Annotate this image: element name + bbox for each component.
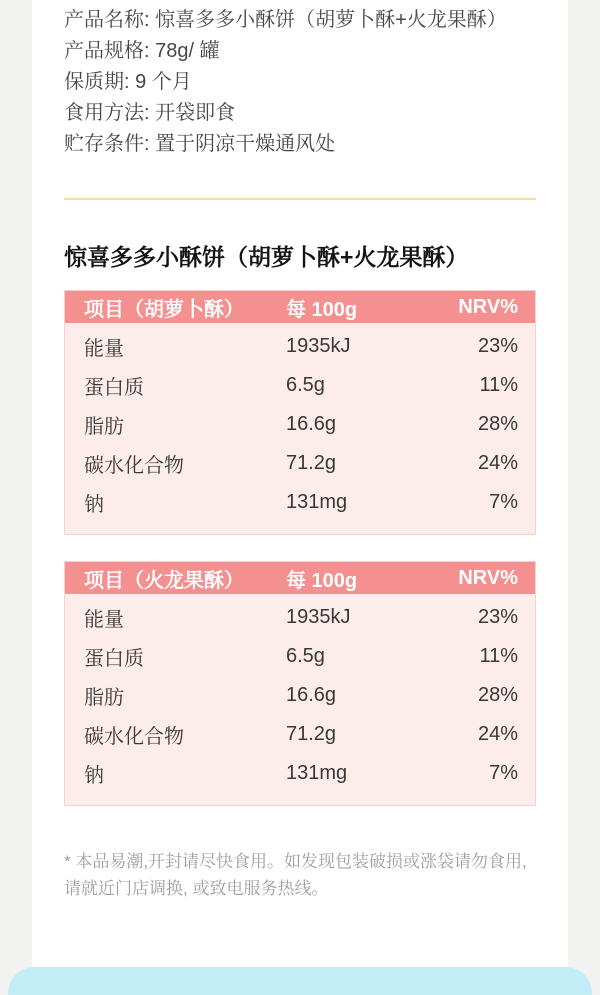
bottom-rounded-panel [8, 967, 592, 995]
table-body [65, 594, 535, 805]
table-row [65, 444, 535, 483]
section-title: 惊喜多多小酥饼（胡萝卜酥+火龙果酥） [64, 244, 469, 270]
nutrient-nrv: 11% [479, 645, 518, 667]
table-row [65, 676, 535, 715]
nutrition-table-dragonfruit [64, 561, 536, 806]
column-header-nrv: NRV% [458, 566, 518, 589]
info-line-usage: 食用方法: 开袋即食 [64, 102, 236, 124]
nutrient-amount: 131mg [286, 491, 348, 513]
column-header-nrv: NRV% [458, 295, 518, 318]
table-header-row [65, 291, 535, 323]
nutrient-nrv: 23% [477, 335, 518, 357]
table-row [65, 405, 535, 444]
column-header-item: 项目（火龙果酥） [84, 569, 244, 592]
footnote-line-1: * 本品易潮,开封请尽快食用。如发现包装破损或涨袋请勿食用, [64, 852, 527, 871]
product-detail-card [32, 0, 568, 995]
nutrient-amount: 6.5g [286, 645, 325, 667]
section-divider [64, 198, 536, 200]
table-row [65, 637, 535, 676]
nutrient-name: 脂肪 [84, 687, 124, 709]
nutrient-nrv: 11% [479, 374, 518, 396]
nutrient-name: 碳水化合物 [84, 455, 184, 477]
table-row [65, 598, 535, 637]
table-row [65, 366, 535, 405]
table-body [65, 323, 535, 534]
nutrient-amount: 71.2g [286, 452, 337, 474]
nutrient-amount: 1935kJ [286, 606, 351, 628]
nutrient-nrv: 23% [477, 606, 518, 628]
nutrient-amount: 71.2g [286, 723, 337, 745]
info-line-spec: 产品规格: 78g/ 罐 [64, 40, 220, 62]
table-row [65, 327, 535, 366]
nutrient-nrv: 28% [477, 684, 518, 706]
info-line-storage: 贮存条件: 置于阴凉干燥通风处 [64, 133, 336, 155]
nutrient-nrv: 24% [477, 452, 518, 474]
info-line-product-name: 产品名称: 惊喜多多小酥饼（胡萝卜酥+火龙果酥） [64, 9, 507, 31]
nutrient-amount: 1935kJ [286, 335, 351, 357]
column-header-per100g: 每 100g [286, 569, 358, 592]
nutrient-name: 碳水化合物 [84, 726, 184, 748]
nutrient-amount: 16.6g [286, 684, 337, 706]
table-header-row [65, 562, 535, 594]
column-header-per100g: 每 100g [286, 298, 358, 321]
nutrient-nrv: 7% [489, 491, 518, 513]
nutrient-name: 钠 [84, 765, 104, 787]
nutrition-table-carrot [64, 290, 536, 535]
product-info-list [64, 0, 536, 160]
nutrient-nrv: 24% [477, 723, 518, 745]
column-header-item: 项目（胡萝卜酥） [84, 298, 244, 321]
nutrient-name: 脂肪 [84, 416, 124, 438]
table-row [65, 754, 535, 793]
footnote [64, 848, 536, 902]
nutrient-name: 蛋白质 [84, 648, 144, 670]
info-line-shelf-life: 保质期: 9 个月 [64, 71, 192, 93]
nutrient-amount: 131mg [286, 762, 348, 784]
footnote-line-2: 请就近门店调换, 或致电服务热线。 [64, 879, 329, 898]
nutrient-name: 钠 [84, 494, 104, 516]
nutrient-name: 能量 [84, 609, 124, 631]
table-row [65, 483, 535, 522]
nutrient-name: 蛋白质 [84, 377, 144, 399]
nutrient-amount: 16.6g [286, 413, 337, 435]
nutrient-name: 能量 [84, 338, 124, 360]
nutrient-nrv: 7% [489, 762, 518, 784]
nutrient-amount: 6.5g [286, 374, 325, 396]
nutrient-nrv: 28% [477, 413, 518, 435]
table-row [65, 715, 535, 754]
